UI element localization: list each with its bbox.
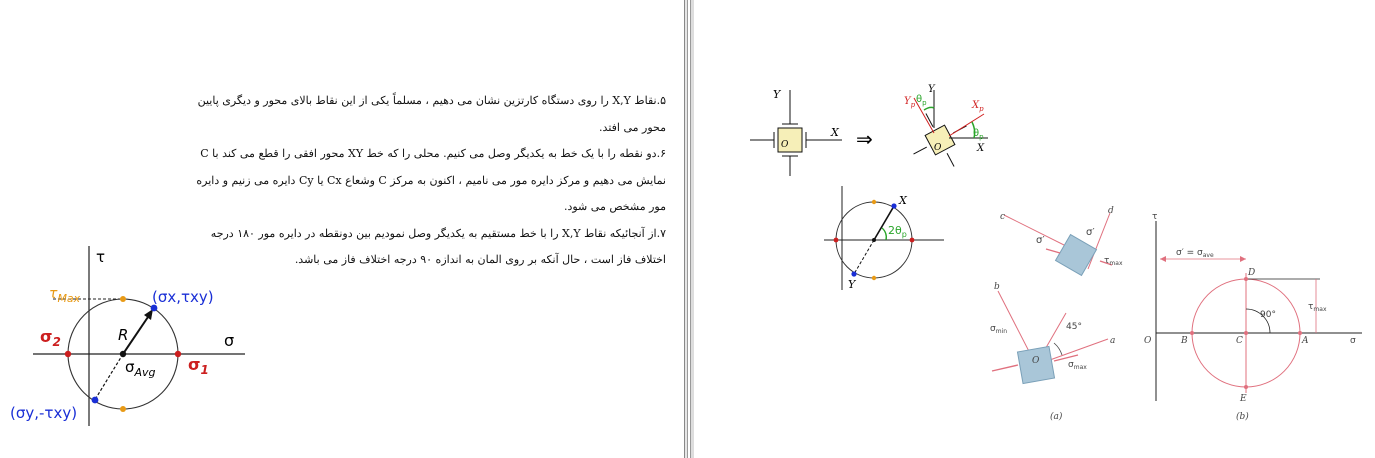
tau-max-b: $\tau_{max}$: [1308, 302, 1327, 313]
point-y: [92, 397, 99, 404]
sigma1-label: $\sigma_1$: [188, 355, 209, 377]
tau-axis-b: τ: [1152, 212, 1158, 222]
sigma1-point: [175, 351, 181, 357]
caption-b: (b): [1236, 412, 1249, 422]
sigma-min-label: $\sigma_{min}$: [990, 324, 1008, 335]
stress-element-rotation-figure: [744, 78, 1044, 188]
sigma-prime-left: σ′: [1036, 235, 1045, 246]
label-b: b: [994, 282, 1000, 292]
point-y-label: (σy,-τxy): [10, 404, 78, 422]
label-D: D: [1248, 268, 1256, 278]
y-vertical-label: Y: [928, 84, 935, 95]
point-x-label: (σx,τxy): [152, 288, 214, 306]
origin-o-b: O: [1144, 336, 1152, 346]
caption-a: (a): [1050, 412, 1063, 422]
label-d: d: [1108, 206, 1114, 216]
sigma-prime-top: σ′: [1086, 227, 1095, 238]
small-mohr-circle: [820, 184, 960, 294]
sigma-max-label: $\sigma_{max}$: [1068, 360, 1087, 371]
label-a: a: [1110, 336, 1116, 346]
mohr-circle-diagram: [0, 240, 280, 440]
rotated-origin-label: O: [934, 143, 942, 153]
theta-label-right: $\theta_p$: [973, 128, 984, 141]
tau-max-a: $\tau_{max}$: [1104, 256, 1123, 267]
label-E: E: [1240, 394, 1247, 404]
element-45-rotated: [1056, 235, 1097, 276]
textbook-figure-b: [1136, 205, 1366, 425]
label-A: A: [1302, 336, 1309, 346]
sigma-ave-label: $\sigma' = \sigma_{ave}$: [1176, 248, 1214, 259]
sigma2-label: $\sigma_2$: [40, 327, 61, 349]
yp-label: $Y_p$: [904, 96, 916, 109]
x-axis-label: X: [831, 126, 839, 139]
tau-axis-label: τ: [96, 248, 106, 266]
xp-label: $X_p$: [972, 100, 984, 113]
tau-min-point: [120, 406, 126, 412]
theta-label-top: $\theta_p$: [916, 94, 927, 107]
theta-arc-top: [924, 107, 934, 110]
sigma-axis-b: σ: [1350, 336, 1356, 346]
x-horizontal-label: X: [977, 143, 985, 154]
y-axis-label: Y: [773, 88, 781, 101]
tau-max-label: $\tau_{Max}$: [49, 286, 81, 305]
radius-label: R: [118, 326, 129, 344]
step-5-text: ۵.نقاط X,Y را روی دستگاه کارتزین نشان می دهیم ، مسلماً یکی از این نقاط بالای محور و دیگری پایین محور می افتد.: [197, 94, 666, 134]
label-B: B: [1181, 336, 1188, 346]
step-6-text: ۶.دو نقطه را با یک خط به یکدیگر وصل می کنیم. محلی را که خط XY محور افقی را قطع می کند با C نمایش می دهیم و مرکز دایره مور می نامیم ، اکنون به مرکز C وشعاع Cx یا Cy دایره می زنیم و دایره مور مشخص می شود.: [196, 147, 666, 213]
step-7-text: ۷.از آنجائیکه نقاط X,Y را با خط مستقیم به یکدیگر وصل نمودیم بین دونقطه در دایره مور ۱۸۰ درجه اختلاف فاز است ، حال آنکه بر روی المان به اندازه ۹۰ درجه اختلاف فاز می باشد.: [210, 226, 666, 266]
label-c: c: [1000, 212, 1006, 222]
small-x-label: X: [899, 194, 907, 207]
element-origin-label: O: [781, 140, 789, 150]
radius-arrowhead: [144, 309, 153, 320]
textbook-figure-a: [990, 205, 1140, 425]
implies-arrow: ⇒: [856, 127, 873, 151]
sigma-avg-label: $\sigma_{Avg}$: [125, 358, 156, 379]
right-page: [694, 0, 1375, 458]
angle-45: 45°: [1066, 322, 1082, 332]
radius-dashed-line: [96, 354, 123, 398]
sigma2-point: [65, 351, 71, 357]
sigma-axis-label: σ: [224, 331, 235, 350]
book-spine: [684, 0, 694, 458]
small-angle-label: $2\theta_p$: [888, 224, 907, 239]
small-y-label: Y: [848, 278, 856, 291]
tau-max-point: [120, 296, 126, 302]
angle-90: 90°: [1260, 310, 1276, 320]
left-page: [0, 0, 684, 458]
label-C: C: [1236, 336, 1243, 346]
origin-o-a: O: [1032, 356, 1040, 366]
center-point: [120, 351, 126, 357]
